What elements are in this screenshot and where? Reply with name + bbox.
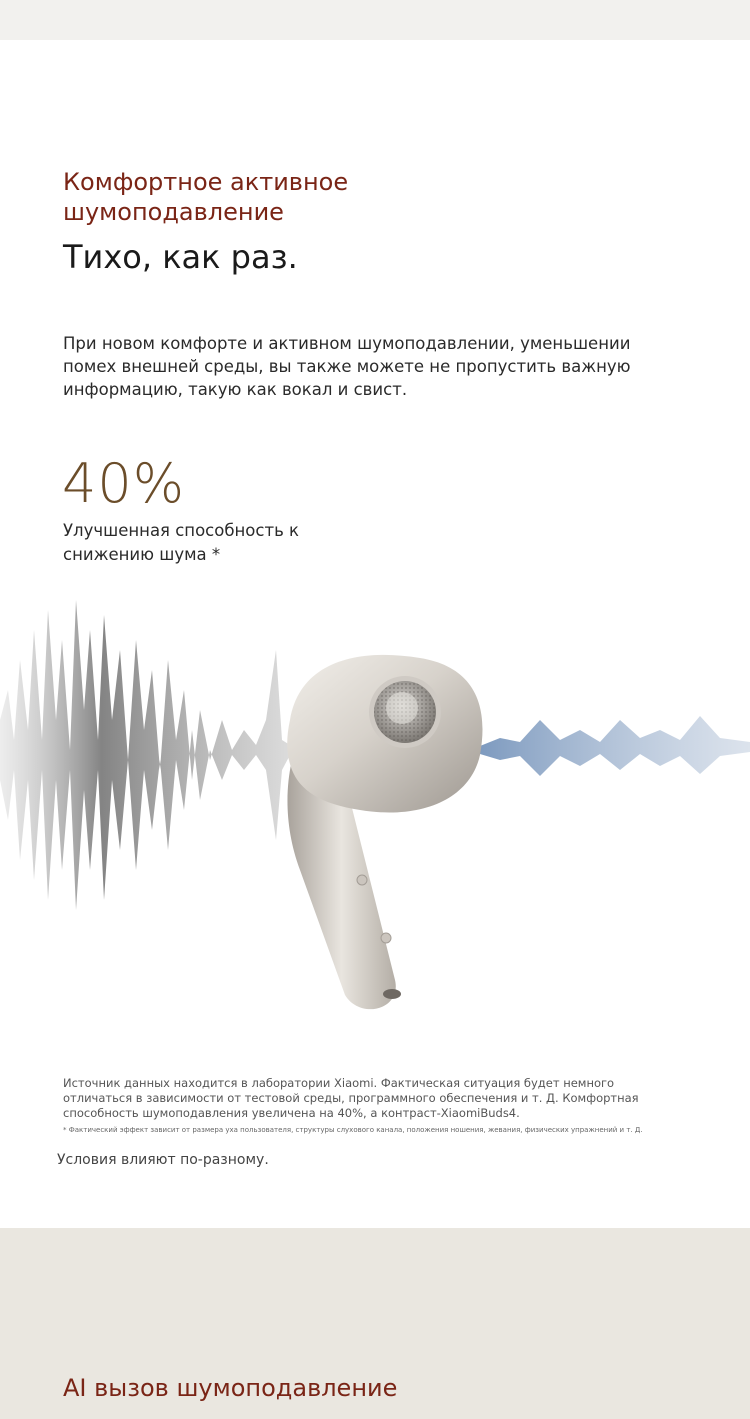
section-title xyxy=(63,167,463,227)
section-title-line2: шумоподавление xyxy=(63,198,284,226)
next-section-title: AI вызов шумоподавление xyxy=(63,1374,398,1402)
headline: Тихо, как раз. xyxy=(63,238,298,276)
stat-label-line1: Улучшенная способность к xyxy=(63,521,300,540)
footnote-line3: способность шумоподавления увеличена на 40%, а контраст-XiaomiBuds4. xyxy=(63,1106,520,1120)
body-line2: помех внешней среды, вы также можете не пропустить важную xyxy=(63,357,631,376)
stat-label xyxy=(63,519,363,567)
section-title-line1: Комфортное активное xyxy=(63,168,349,196)
body-text xyxy=(63,332,683,401)
noise-wave-left xyxy=(0,600,290,910)
stat-value: 40% xyxy=(62,452,186,515)
body-line1: При новом комфорте и активном шумоподавлении, уменьшении xyxy=(63,334,631,353)
footnote xyxy=(63,1076,663,1121)
earbud xyxy=(287,655,482,1009)
stat-label-line2: снижению шума * xyxy=(63,545,221,564)
footnote-line2: отличаться в зависимости от тестовой среды, программного обеспечения и т. Д. Комфортная xyxy=(63,1091,639,1105)
noise-wave-right xyxy=(480,716,750,776)
footnote-small: * Фактический эффект зависит от размера уха пользователя, структуры слухового канала, положения ношения, жевания, физических упражнений и т. Д. xyxy=(63,1126,643,1134)
body-line3: информацию, такую как вокал и свист. xyxy=(63,380,408,399)
top-band xyxy=(0,0,750,40)
conditions-note: Условия влияют по-разному. xyxy=(57,1152,269,1168)
footnote-line1: Источник данных находится в лаборатории Xiaomi. Фактическая ситуация будет немного xyxy=(63,1076,615,1090)
earbud-hero-image xyxy=(0,570,750,1030)
